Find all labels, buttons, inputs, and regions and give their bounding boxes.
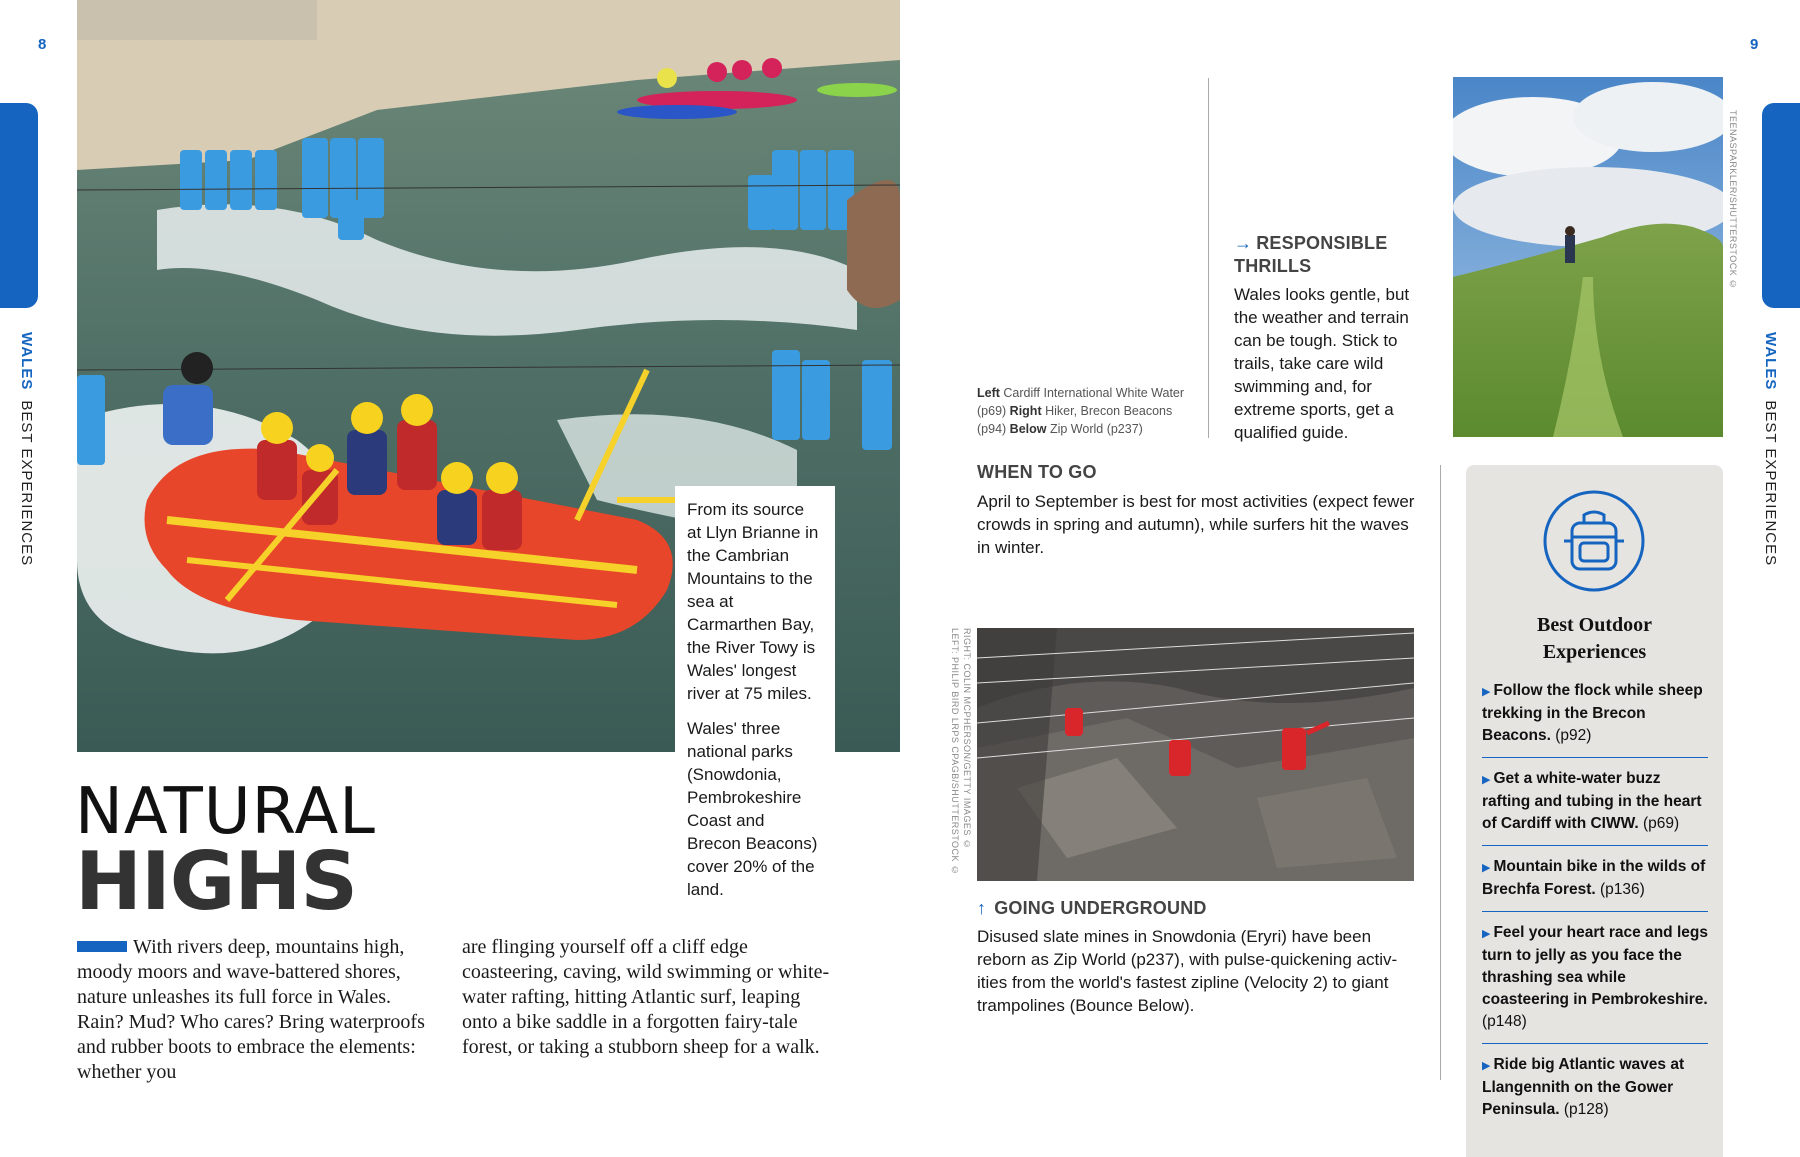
photo-caption (977, 384, 1192, 438)
triangle-bullet-icon: ▶ (1482, 686, 1491, 698)
page-number-right: 9 (1750, 36, 1759, 53)
best-outdoor-sidebar (1466, 465, 1723, 1157)
intro-column-2: are flinging yourself off a cliff edge coasteering, caving, wild swimming or white-water rafting, hitting Atlantic surf, leaping onto a bike saddle in a forgotten fairy-tale forest, or taking a stubborn sheep for a walk. (462, 936, 830, 1058)
triangle-bullet-icon: ▶ (1482, 928, 1491, 940)
triangle-bullet-icon: ▶ (1482, 774, 1491, 786)
sidebar-item-text: Get a white-water buzz rafting and tubing in the heart of Cardiff with CIWW. (1482, 770, 1702, 832)
responsible-heading-text: RESPONSIBLE THRILLS (1234, 233, 1388, 276)
responsible-body: Wales looks gentle, but the weather and terrain can be tough. Stick to trails, take care wild swimming and, for extreme sports, get a qualified guide. (1234, 285, 1410, 442)
sidebar-title: Best Outdoor Experiences (1537, 614, 1652, 663)
divider-vertical-bottom (1440, 465, 1441, 1080)
sidebar-item (1482, 856, 1708, 912)
responsible-heading (1234, 232, 1404, 278)
backpack-icon (1542, 489, 1646, 593)
caption-below-label: Below (1009, 422, 1047, 436)
sidebar-item (1482, 680, 1708, 758)
facts-box (675, 486, 835, 899)
hiker-photo-credit: TEENASPARKLER/SHUTTERSTOCK © (1728, 110, 1738, 290)
going-underground-body: Disused slate mines in Snowdonia (Eryri) have been reborn as Zip World (p237), with pulse-quickening activ-ities from the world's fastest zipline (Velocity 2) to giant trampolines (Bounce Below). (977, 927, 1398, 1015)
when-to-go-body: April to September is best for most activities (expect fewer crowds in spring and autumn), while surfers hit the waves in winter. (977, 492, 1415, 557)
sidebar-item-ref: (p128) (1563, 1101, 1609, 1118)
arrow-up-icon: ↑ (977, 898, 987, 918)
hiker-photo (1453, 77, 1723, 437)
side-label-section: BEST EXPERIENCES (18, 400, 35, 567)
caption-right-label: Right (1009, 404, 1042, 418)
divider-vertical-top (1208, 78, 1209, 438)
side-tab-right (1762, 103, 1800, 308)
side-label-region-right: WALES (1762, 332, 1779, 391)
caption-below-text: Zip World (p237) (1049, 422, 1143, 436)
facts-paragraph-2: Wales' three national parks (Snowdonia, Pembrokeshire Coast and Brecon Beacons) cover 20% of the land. (687, 719, 818, 899)
sidebar-item-ref: (p92) (1555, 727, 1592, 744)
arrow-right-icon: → (1234, 233, 1253, 253)
side-label-section-right: BEST EXPERIENCES (1762, 400, 1779, 567)
sidebar-list (1482, 680, 1708, 1141)
sidebar-item-text: Feel your heart race and legs turn to jelly as you face the thrashing sea while coasteering in Pembrokeshire. (1482, 924, 1708, 1008)
sidebar-item (1482, 768, 1708, 846)
when-to-go-heading: WHEN TO GO (977, 462, 1097, 482)
page-number-left: 8 (38, 36, 47, 53)
caption-left-text: Cardiff International White Water (p69) (977, 386, 1185, 418)
sidebar-item-ref: (p148) (1482, 1013, 1527, 1030)
side-label-region: WALES (18, 332, 35, 391)
sidebar-item (1482, 922, 1708, 1044)
title-line-2: HIGHS (75, 835, 357, 928)
intro-text-1: With rivers deep, mountains high, moody moors and wave-battered shores, nature unleashes its full force in Wales. Rain? Mud? Who cares? Bring waterproofs and rubber boots to embrace the elements: whether you (77, 936, 425, 1083)
lead-bar (77, 941, 127, 952)
facts-paragraph-1: From its source at Llyn Brianne in the Cambrian Mountains to the sea at Carmarthen Bay, the River Towy is Wales' longest river at 75 miles. (687, 500, 819, 703)
sidebar-item-ref: (p69) (1643, 815, 1680, 832)
caption-left-label: Left (977, 386, 1000, 400)
zipline-photo (977, 628, 1414, 881)
sidebar-item-text: Mountain bike in the wilds of Brechfa Forest. (1482, 858, 1706, 898)
zipline-credit-right: RIGHT: COLIN MCPHERSON/GETTY IMAGES © (962, 628, 972, 850)
side-tab-left (0, 103, 38, 308)
going-underground-heading-text: GOING UNDERGROUND (994, 898, 1207, 918)
triangle-bullet-icon: ▶ (1482, 1060, 1491, 1072)
side-label-right (1762, 332, 1779, 566)
triangle-bullet-icon: ▶ (1482, 862, 1491, 874)
sidebar-item-text: Ride big Atlantic waves at Llangennith on the Gower Peninsula. (1482, 1056, 1685, 1118)
side-label-left (18, 332, 35, 566)
intro-column-1 (77, 935, 432, 1085)
caption-right-text: Hiker, Brecon Beacons (p94) (977, 404, 1173, 436)
sidebar-item-text: Follow the flock while sheep trekking in the Brecon Beacons. (1482, 682, 1703, 744)
going-underground-heading (977, 898, 1207, 919)
sidebar-item-ref: (p136) (1600, 881, 1645, 898)
zipline-credit-left: LEFT: PHILIP BIRD LRPS CPAGB/SHUTTERSTOCK © (950, 628, 960, 876)
title-line-1: NATURAL (75, 775, 376, 849)
sidebar-item (1482, 1054, 1708, 1131)
